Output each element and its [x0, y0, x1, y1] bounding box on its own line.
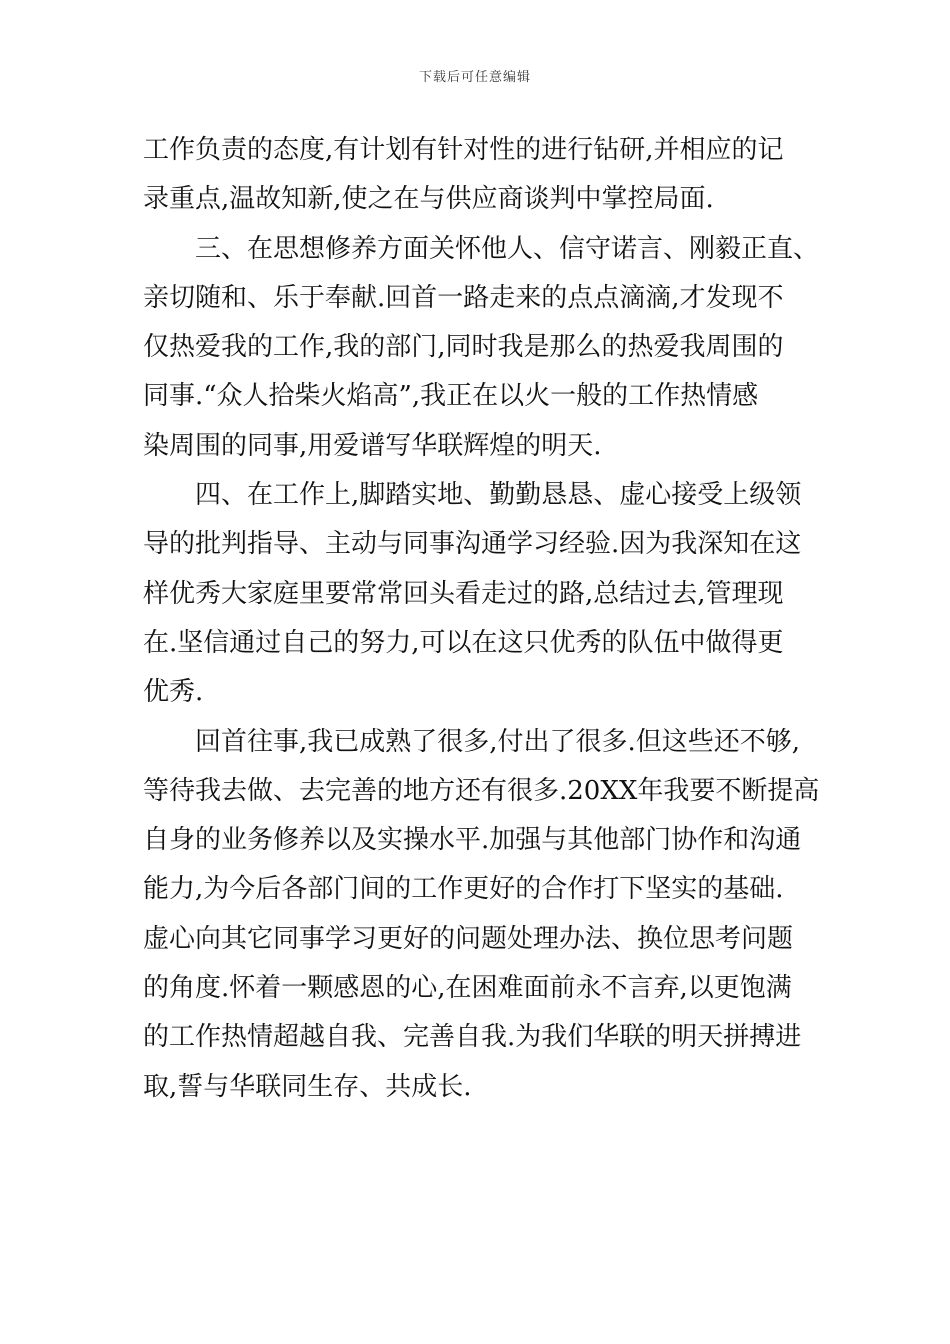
text-line: 能力,为今后各部门间的工作更好的合作打下坚实的基础. — [143, 874, 784, 905]
paragraph-start-line: 三、在思想修养方面关怀他人、信守诺言、刚毅正直、 — [195, 233, 820, 264]
text-line: 染周围的同事,用爱谱写华联辉煌的明天. — [143, 430, 602, 461]
text-line: 取,誓与华联同生存、共成长. — [143, 1071, 472, 1102]
text-line: 录重点,温故知新,使之在与供应商谈判中掌控局面. — [143, 184, 714, 215]
text-line: 等待我去做、去完善的地方还有很多.20XX年我要不断提高 — [143, 775, 820, 806]
text-line: 样优秀大家庭里要常常回头看走过的路,总结过去,管理现 — [143, 578, 784, 609]
text-line: 虚心向其它同事学习更好的问题处理办法、换位思考问题 — [143, 923, 794, 954]
text-line: 的工作热情超越自我、完善自我.为我们华联的明天拼搏进 — [143, 1022, 802, 1053]
page-header: 下载后可任意编辑 — [418, 70, 531, 85]
text-line: 的角度.怀着一颗感恩的心,在困难面前永不言弃,以更饱满 — [143, 973, 792, 1004]
text-line: 在.坚信通过自己的努力,可以在这只优秀的队伍中做得更 — [143, 627, 784, 658]
text-line: 亲切随和、乐于奉献.回首一路走来的点点滴滴,才发现不 — [143, 282, 784, 313]
text-line: 同事.“众人拾柴火焰高”,我正在以火一般的工作热情感 — [143, 381, 759, 412]
text-line: 自身的业务修养以及实操水平.加强与其他部门协作和沟通 — [143, 825, 802, 856]
text-line: 优秀. — [143, 677, 204, 708]
paragraph-start-line: 回首往事,我已成熟了很多,付出了很多.但这些还不够, — [195, 726, 801, 757]
paragraph-start-line: 四、在工作上,脚踏实地、勤勤恳恳、虚心接受上级领 — [195, 480, 802, 511]
document-body — [143, 126, 833, 1112]
text-line: 导的批判指导、主动与同事沟通学习经验.因为我深知在这 — [143, 529, 802, 560]
text-line: 仅热爱我的工作,我的部门,同时我是那么的热爱我周围的 — [143, 332, 784, 363]
text-line: 工作负责的态度,有计划有针对性的进行钻研,并相应的记 — [143, 135, 784, 165]
